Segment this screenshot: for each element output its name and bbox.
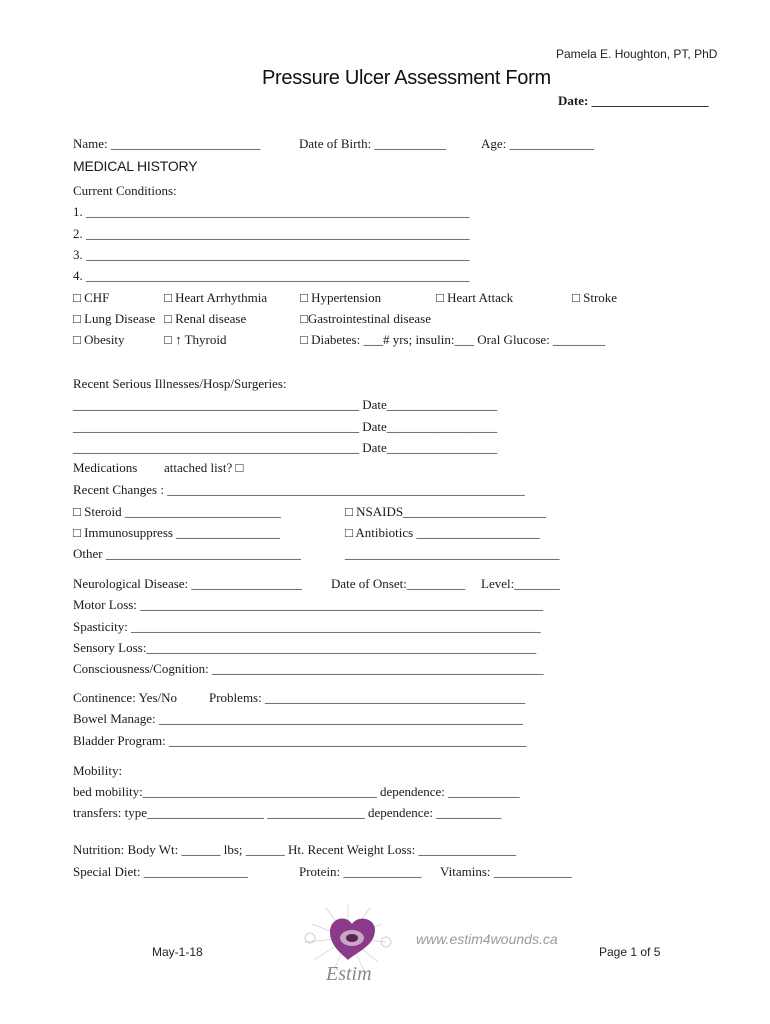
condition-line-4[interactable]: 4. ___________________________________________________________ (73, 268, 470, 283)
neurological-disease-field[interactable]: Neurological Disease: _________________ (73, 576, 302, 591)
checkbox-renal-disease[interactable]: □ Renal disease (164, 311, 247, 326)
checkbox-heart-arrhythmia[interactable]: □ Heart Arrhythmia (164, 290, 268, 305)
checkbox-steroid[interactable]: □ Steroid ________________________ (73, 504, 281, 519)
checkbox-chf[interactable]: □ CHF (73, 290, 110, 305)
medications-label: Medications (73, 460, 138, 475)
dob-field[interactable]: Date of Birth: ___________ (299, 136, 446, 151)
checkbox-nsaids[interactable]: □ NSAIDS______________________ (345, 504, 547, 519)
continence-problems-field[interactable]: Problems: ________________________________________ (209, 690, 525, 705)
condition-line-2[interactable]: 2. ___________________________________________________________ (73, 226, 470, 241)
illness-line-1[interactable]: ____________________________________________ Date_________________ (73, 397, 498, 412)
vitamins-field[interactable]: Vitamins: ____________ (440, 864, 572, 879)
other-field[interactable]: Other ______________________________ (73, 546, 301, 561)
special-diet-field[interactable]: Special Diet: ________________ (73, 864, 248, 879)
consciousness-field[interactable]: Consciousness/Cognition: ___________________________________________________ (73, 661, 544, 676)
footer-date: May-1-18 (152, 945, 203, 959)
condition-line-1[interactable]: 1. ___________________________________________________________ (73, 204, 470, 219)
onset-date-field[interactable]: Date of Onset:_________ (331, 576, 466, 591)
checkbox-thyroid[interactable]: □ ↑ Thyroid (164, 332, 227, 347)
nutrition-field[interactable]: Nutrition: Body Wt: ______ lbs; ______ Ht. Recent Weight Loss: _______________ (73, 842, 516, 857)
motor-loss-field[interactable]: Motor Loss: ______________________________________________________________ (73, 597, 544, 612)
continence-field[interactable]: Continence: Yes/No (73, 690, 177, 705)
checkbox-obesity[interactable]: □ Obesity (73, 332, 125, 347)
checkbox-hypertension[interactable]: □ Hypertension (300, 290, 382, 305)
other-field-2[interactable]: _________________________________ (345, 546, 560, 561)
recent-changes-field[interactable]: Recent Changes : _______________________________________________________ (73, 482, 525, 497)
page-number: Page 1 of 5 (599, 945, 661, 959)
illness-line-2[interactable]: ____________________________________________ Date_________________ (73, 419, 498, 434)
date-field[interactable]: Date: __________________ (558, 93, 709, 108)
checkbox-antibiotics[interactable]: □ Antibiotics ___________________ (345, 525, 540, 540)
age-field[interactable]: Age: _____________ (481, 136, 595, 151)
author-name: Pamela E. Houghton, PT, PhD (556, 47, 718, 61)
checkbox-lung-disease[interactable]: □ Lung Disease (73, 311, 156, 326)
transfers-field[interactable]: transfers: type__________________ _______________ dependence: __________ (73, 805, 502, 820)
mobility-label: Mobility: (73, 763, 123, 778)
recent-illnesses-label: Recent Serious Illnesses/Hosp/Surgeries: (73, 376, 287, 391)
bladder-program-field[interactable]: Bladder Program: _______________________________________________________ (73, 733, 527, 748)
illness-line-3[interactable]: ____________________________________________ Date_________________ (73, 440, 498, 455)
name-field[interactable]: Name: _______________________ (73, 136, 261, 151)
protein-field[interactable]: Protein: ____________ (299, 864, 422, 879)
spasticity-field[interactable]: Spasticity: _______________________________________________________________ (73, 619, 541, 634)
condition-line-3[interactable]: 3. ___________________________________________________________ (73, 247, 470, 262)
logo-url-text: www.estim4wounds.ca (416, 931, 558, 947)
attached-list-checkbox[interactable]: attached list? □ (164, 460, 244, 475)
checkbox-diabetes[interactable]: □ Diabetes: ___# yrs; insulin:___ Oral Glucose: ________ (300, 332, 606, 347)
page-title: Pressure Ulcer Assessment Form (262, 67, 551, 89)
sensory-loss-field[interactable]: Sensory Loss:____________________________________________________________ (73, 640, 537, 655)
checkbox-immunosuppress[interactable]: □ Immunosuppress ________________ (73, 525, 281, 540)
logo-script-text: Estim (326, 963, 372, 985)
checkbox-heart-attack[interactable]: □ Heart Attack (436, 290, 514, 305)
checkbox-gastrointestinal[interactable]: □Gastrointestinal disease (300, 311, 431, 326)
bowel-manage-field[interactable]: Bowel Manage: ________________________________________________________ (73, 711, 523, 726)
level-field[interactable]: Level:_______ (481, 576, 560, 591)
bed-mobility-field[interactable]: bed mobility:____________________________________ dependence: ___________ (73, 784, 520, 799)
section-heading-medical-history: MEDICAL HISTORY (73, 158, 198, 174)
current-conditions-label: Current Conditions: (73, 183, 177, 198)
checkbox-stroke[interactable]: □ Stroke (572, 290, 618, 305)
estim-logo (290, 902, 558, 986)
